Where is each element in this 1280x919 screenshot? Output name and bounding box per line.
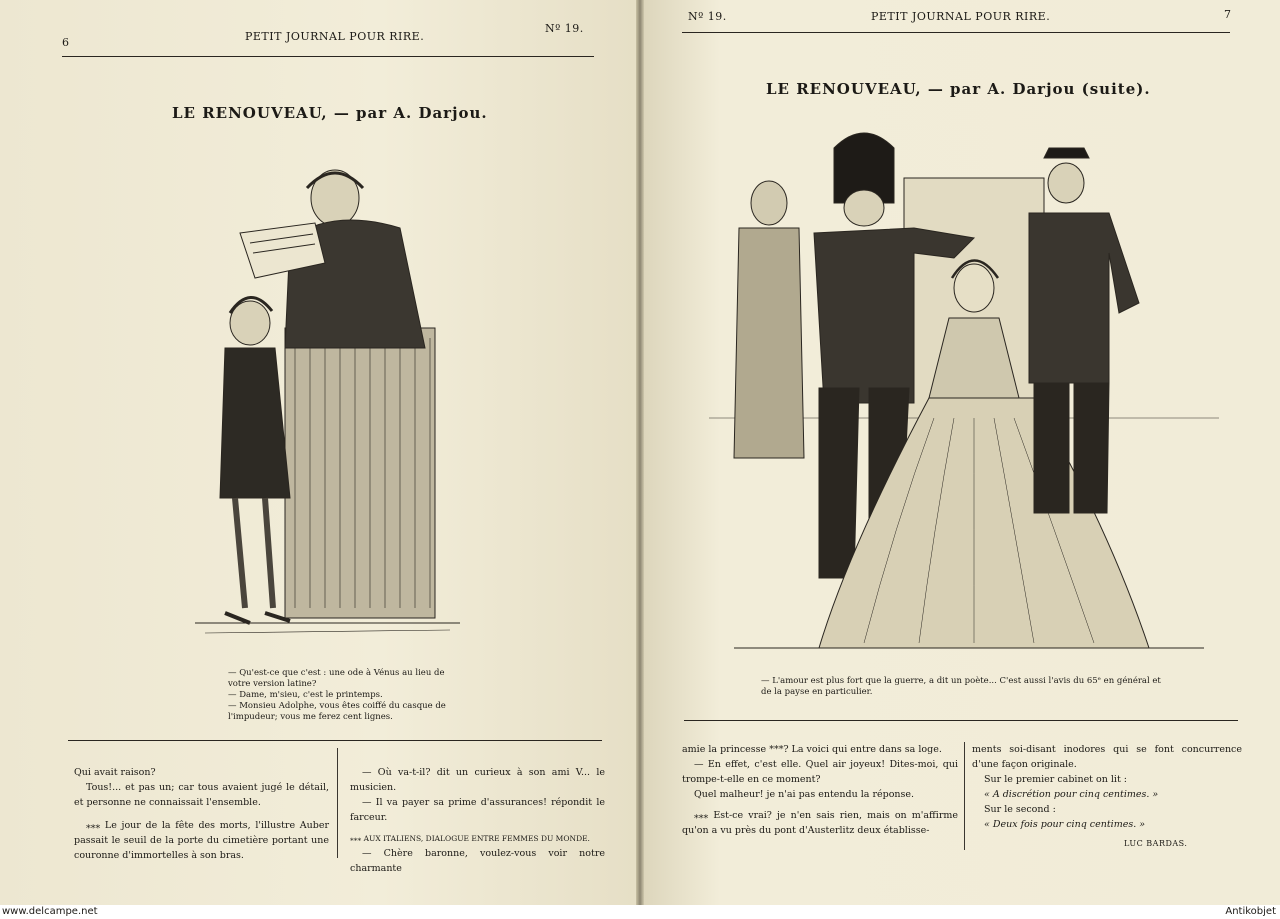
book-gutter: [636, 0, 644, 905]
paragraph: ⁎⁎⁎ Est-ce vrai? je n'en sais rien, mais on m'affirme qu'on a vu près du pont d'Austerlitz deux établisse-: [682, 810, 958, 836]
watermark-left: www.delcampe.net: [2, 906, 98, 917]
paragraph: Qui avait raison?: [74, 767, 156, 778]
paragraph: Tous!... et pas un; car tous avaient jugé le détail, et personne ne connaissait l'ensemble.: [74, 782, 329, 808]
caption-line: de la payse en particulier.: [761, 687, 873, 697]
text-column-left-2: [350, 765, 605, 876]
paragraph: — Chère baronne, voulez-vous voir notre charmante: [350, 848, 605, 874]
watermark-bar: [0, 905, 1280, 919]
paragraph: ⁎⁎⁎ Le jour de la fête des morts, l'illustre Auber passait le seuil de la porte du cimetière portant une couronne d'immortelles à son bras.: [74, 820, 329, 861]
column-separator: [337, 748, 338, 858]
paragraph: — En effet, c'est elle. Quel air joyeux! Dites-moi, qui trompe-t-elle en ce moment?: [682, 759, 958, 785]
author-signature: LUC BARDAS.: [1124, 839, 1188, 848]
paragraph: amie la princesse ***? La voici qui entre dans sa loge.: [682, 744, 942, 755]
caption-line: — Monsieu Adolphe, vous êtes coiffé du casque de: [228, 701, 446, 711]
header-rule-right: [682, 32, 1230, 33]
header-rule-left: [62, 56, 594, 57]
section-heading: ⁎⁎⁎ AUX ITALIENS, DIALOGUE ENTRE FEMMES DU MONDE.: [350, 834, 590, 843]
text-column-left-1: [74, 765, 329, 863]
paragraph: « Deux fois pour cinq centimes. »: [984, 819, 1146, 830]
paragraph: Sur le second :: [984, 804, 1056, 815]
paragraph: ments soi-disant inodores qui se font concurrence d'une façon originale.: [972, 744, 1242, 770]
issue-number-left: Nº 19.: [545, 22, 584, 35]
caption-right: [761, 676, 1161, 698]
text-rule-right: [684, 720, 1238, 721]
caption-line: — Qu'est-ce que c'est : une ode à Vénus au lieu de: [228, 668, 445, 678]
caption-left: [228, 668, 446, 723]
watermark-right: Antikobjet: [1225, 906, 1276, 917]
paragraph: — Il va payer sa prime d'assurances! répondit le farceur.: [350, 797, 605, 823]
paragraph: Sur le premier cabinet on lit :: [984, 774, 1127, 785]
caption-line: — L'amour est plus fort que la guerre, a dit un poète... C'est aussi l'avis du 65ᵉ en général et: [761, 676, 1161, 686]
issue-number-right: Nº 19.: [688, 10, 727, 23]
engraving-soldiers-and-lady: [704, 118, 1224, 663]
left-page: [0, 0, 636, 905]
text-rule-left: [68, 740, 602, 741]
paragraph: Quel malheur! je n'ai pas entendu la réponse.: [694, 789, 915, 800]
text-column-right-2: [972, 742, 1242, 832]
column-separator: [964, 742, 965, 850]
running-title-left: PETIT JOURNAL POUR RIRE.: [245, 30, 425, 43]
text-column-right-1: [682, 742, 958, 838]
running-title-right: PETIT JOURNAL POUR RIRE.: [871, 10, 1051, 23]
page-number-right: 7: [1224, 8, 1232, 21]
illustration-title-right: LE RENOUVEAU, — par A. Darjou (suite).: [766, 80, 1151, 98]
page-number-left: 6: [62, 36, 70, 49]
illustration-title-left: LE RENOUVEAU, — par A. Darjou.: [172, 104, 488, 122]
paragraph: « A discrétion pour cinq centimes. »: [984, 789, 1159, 800]
engraving-teacher-and-pupil: [195, 158, 460, 638]
right-page: [644, 0, 1280, 905]
paragraph: — Où va-t-il? dit un curieux à son ami V... le musicien.: [350, 767, 605, 793]
caption-line: l'impudeur; vous me ferez cent lignes.: [228, 712, 393, 722]
caption-line: — Dame, m'sieu, c'est le printemps.: [228, 690, 383, 700]
caption-line: votre version latine?: [228, 679, 317, 689]
